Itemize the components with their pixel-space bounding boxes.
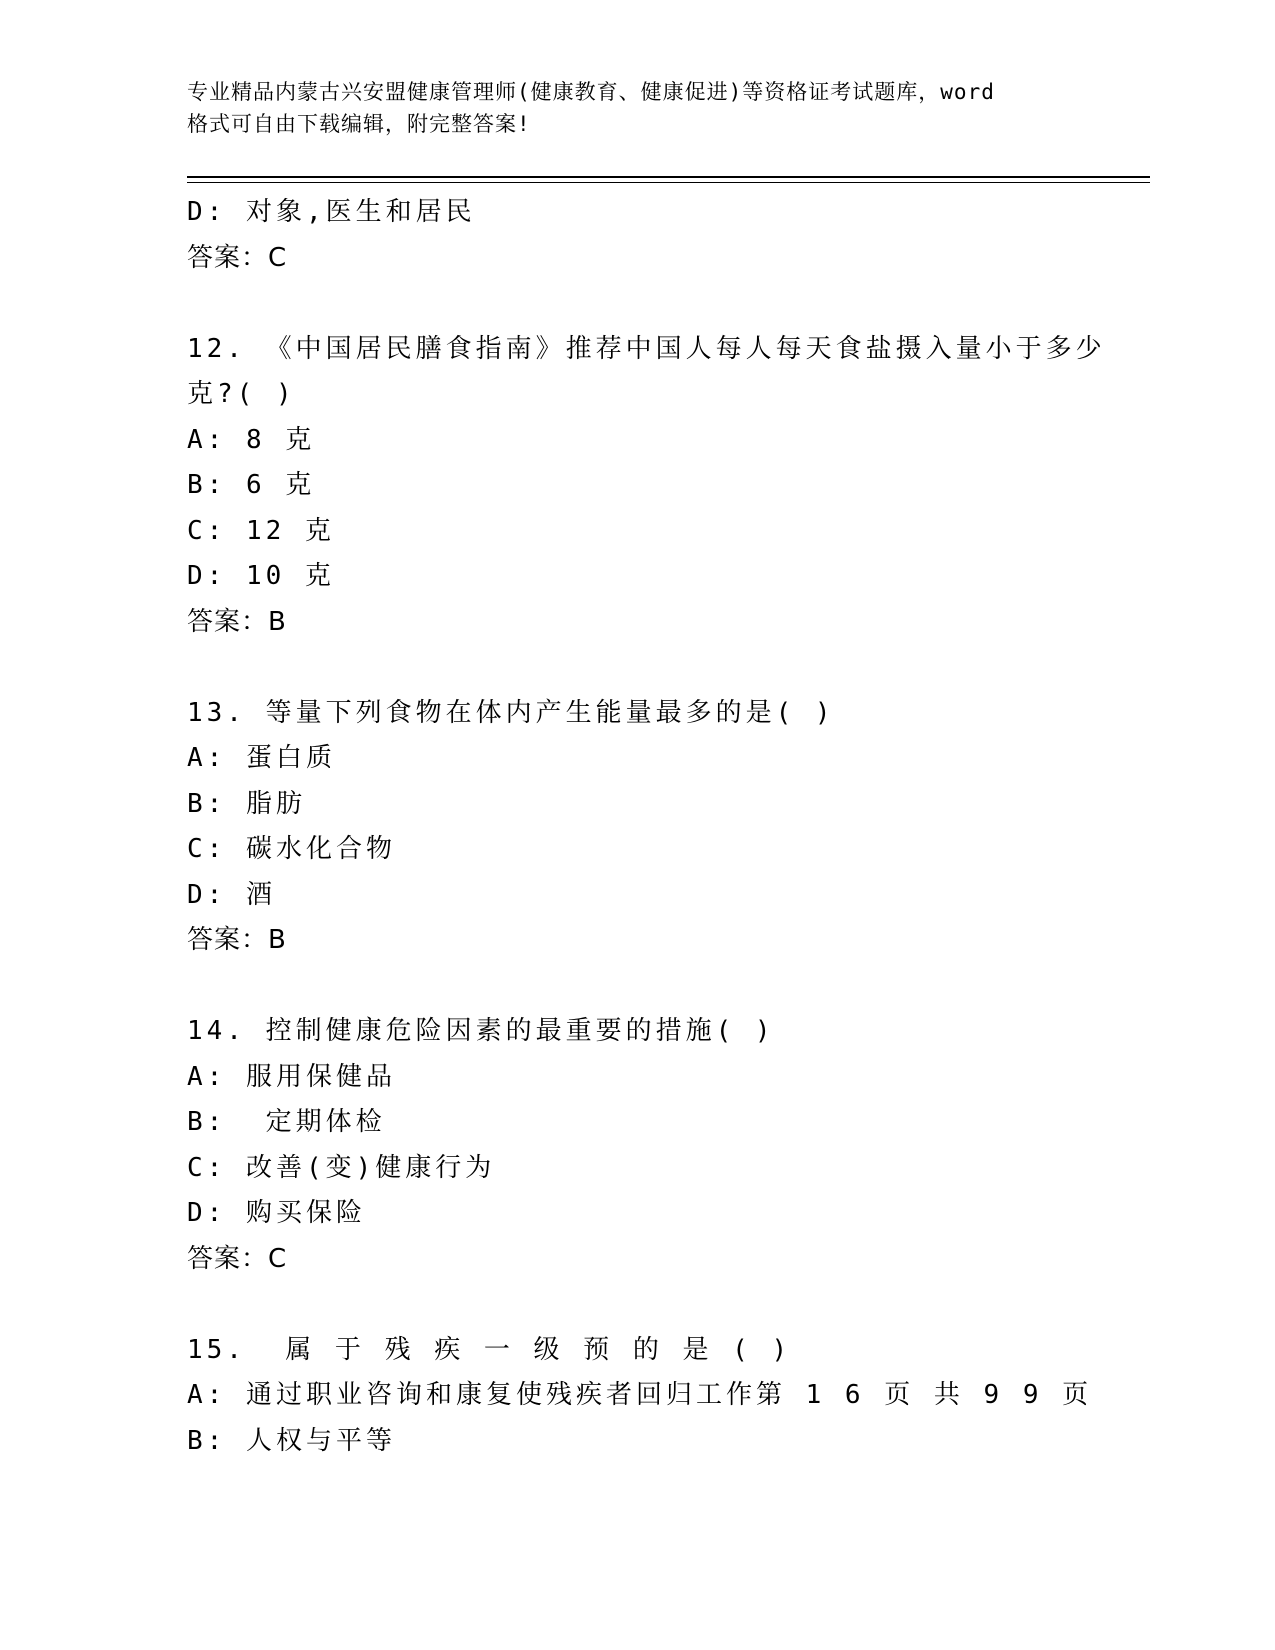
option-d: D: 10 克 bbox=[187, 561, 335, 591]
option-b: B: 定期体检 bbox=[187, 1107, 386, 1137]
question-stem: 15. 属 于 残 疾 一 级 预 的 是 ( ) bbox=[187, 1334, 792, 1365]
option-b: B: 脂肪 bbox=[187, 788, 306, 819]
question-stem: 13. 等量下列食物在体内产生能量最多的是( ) bbox=[187, 697, 835, 728]
question-spacer bbox=[187, 964, 1087, 1010]
option-c: C: 改善(变)健康行为 bbox=[187, 1152, 496, 1183]
option-a: A: 服用保健品 bbox=[187, 1061, 396, 1092]
answer-line: 答案：C bbox=[187, 1243, 288, 1274]
option-a: A: 通过职业咨询和康复使残疾者回归工作第 1 6 页 共 9 9 页 bbox=[187, 1380, 1093, 1410]
prev-answer: 答案：C bbox=[187, 242, 288, 273]
option-b: B: 6 克 bbox=[187, 470, 316, 500]
question-spacer bbox=[187, 281, 1087, 327]
prev-option-d: D: 对象,医生和居民 bbox=[187, 197, 476, 227]
question-12 bbox=[187, 327, 1106, 646]
option-d: D: 酒 bbox=[187, 879, 276, 910]
question-spacer bbox=[187, 1282, 1087, 1328]
header-line-1: 专业精品内蒙古兴安盟健康管理师(健康教育、健康促进)等资格证考试题库，word bbox=[187, 80, 995, 104]
question-15 bbox=[187, 1328, 1093, 1465]
answer-line: 答案：B bbox=[187, 606, 287, 637]
answer-line: 答案：B bbox=[187, 925, 287, 955]
option-b: B: 人权与平等 bbox=[187, 1425, 396, 1456]
option-a: A: 8 克 bbox=[187, 424, 316, 455]
option-c: C: 12 克 bbox=[187, 515, 335, 546]
question-stem: 12. 《中国居民膳食指南》推荐中国人每人每天食盐摄入量小于多少 bbox=[187, 333, 1106, 364]
option-d: D: 购买保险 bbox=[187, 1198, 366, 1228]
question-content bbox=[187, 190, 1106, 1464]
page-header bbox=[187, 76, 1087, 140]
question-stem-continued: 克?( ) bbox=[187, 379, 296, 409]
question-stem: 14. 控制健康危险因素的最重要的措施( ) bbox=[187, 1016, 775, 1046]
option-a: A: 蛋白质 bbox=[187, 743, 336, 773]
header-line-2: 格式可自由下载编辑，附完整答案! bbox=[187, 112, 531, 136]
header-divider-thick bbox=[187, 176, 1150, 178]
question-13 bbox=[187, 691, 1087, 964]
header-divider-thin bbox=[187, 182, 1150, 183]
question-14 bbox=[187, 1009, 1087, 1282]
question-spacer bbox=[187, 645, 1087, 691]
option-c: C: 碳水化合物 bbox=[187, 834, 396, 864]
